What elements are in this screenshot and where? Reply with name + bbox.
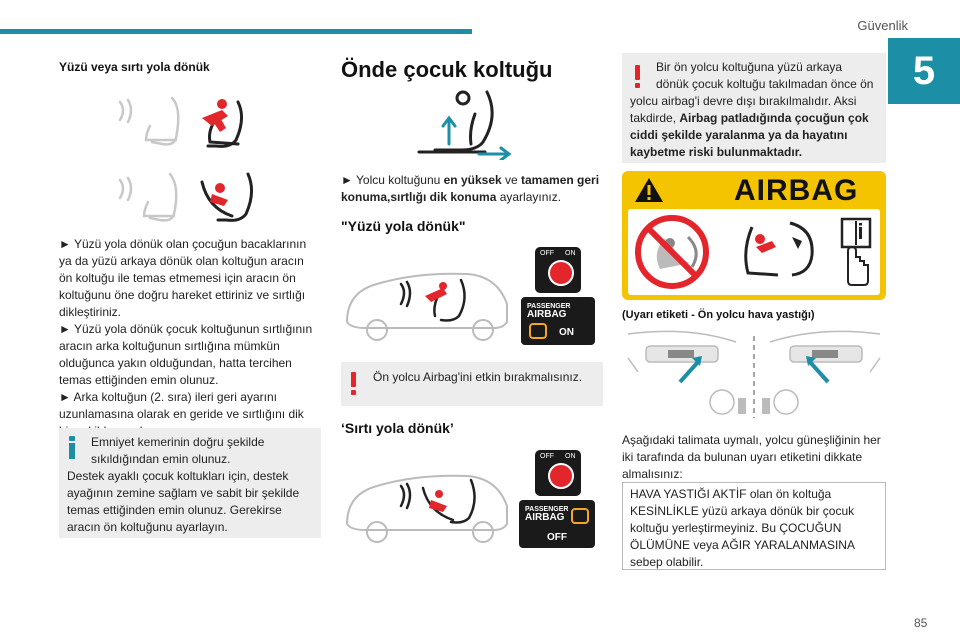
section-title: Güvenlik [857,18,908,33]
passenger-airbag-off-panel [519,500,595,548]
col1-body [59,236,329,440]
page-number: 85 [914,616,928,630]
seat-adjust-illustration [405,88,515,160]
instruction-bold: en yüksek [443,173,502,187]
manual-icon [838,217,874,289]
text-line: temas ettiğinden emin olunuz. [59,373,219,387]
panel-line2: AIRBAG [525,512,565,523]
note-line: temas ettiğinden emin olunuz. Gerekirse [67,503,282,517]
text-line: koltuğunu öne doğru hareket ettiriniz ve sırtlığı [59,288,306,302]
child-seat-icon [571,508,589,524]
note-line: sıkıldığından emin olunuz. [91,452,231,466]
panel-state: OFF [547,532,567,543]
warning-triangle-icon [634,177,664,203]
no-rear-facing-seat-icon [632,213,712,291]
switch-knob [548,463,574,489]
text-line: iki tarafında da bulunan uyarı etiketini dikkate [622,450,863,464]
airbag-switch-on [535,247,581,293]
quote-line: HAVA YASTIĞI AKTİF olan ön koltuğa [630,487,832,501]
info-note [59,428,321,538]
quote-line: koltuğu yerleştirmeyiniz. Bu ÇOCUĞUN [630,521,842,535]
note-line [630,127,878,144]
text-line: aracın arka koltuğunun sırtlığına mümkün [59,339,280,353]
rear-facing-heading: ‘Sırtı yola dönük’ [341,420,454,436]
col2-heading: Önde çocuk koltuğu [341,57,553,82]
switch-knob [548,260,574,286]
text-line: ya da yüzü arkaya dönük olan koltuğun aracın [59,254,304,268]
passenger-airbag-on-panel [521,297,595,345]
note-line: Emniyet kemerinin doğru şekilde [91,435,265,449]
switch-off-label: OFF [540,453,554,460]
car-forward-illustration [343,262,513,344]
note-line [630,144,878,161]
airbag-label-title: AIRBAG [734,174,859,207]
note-line: Bir ön yolcu koltuğuna yüzü arkaya [656,60,843,74]
note-line: dönük çocuk koltuğu takılmadan önce ön [656,77,874,91]
col2-instruction [341,172,607,206]
quote-line: sebep olabilir. [630,555,704,569]
text-line: dikleştiriniz. [59,305,122,319]
airbag-warning-label [622,171,886,300]
text-line: ► Yüzü yola dönük olan çocuğun bacaklarının [59,237,307,251]
airbag-switch-off [535,450,581,496]
note-bold: kaybetme riski bulunmaktadır. [630,145,803,159]
label-panel [628,209,880,295]
child-seat-icon [529,323,547,339]
note-line: aracın ön koltuğunu ayarlayın. [67,520,228,534]
seat-position-illustration [110,90,260,240]
note-bold: Airbag patladığında çocuğun çok [679,111,869,125]
warning-note-airbag-on [341,362,603,406]
switch-off-label: OFF [540,250,554,257]
sun-visor-illustration [622,328,886,422]
car-rear-illustration [343,464,513,546]
text-line: Aşağıdaki talimata uymalı, yolcu güneşliğinin her [622,433,881,447]
note-text: takdirde, [630,111,680,125]
instruction-text: ► Yolcu koltuğunu [341,173,444,187]
label-caption: (Uyarı etiketi - Ön yolcu hava yastığı) [622,309,815,321]
panel-line2: AIRBAG [527,309,567,320]
note-line: Ön yolcu Airbag'ini etkin bırakmalısınız. [373,370,583,384]
instruction-text: ve [501,173,522,187]
text-line: almalısınız: [622,467,683,481]
instruction-bold: konuma,sırtlığı dik konuma [341,190,497,204]
panel-state: ON [559,327,574,338]
col1-heading: Yüzü veya sırtı yola dönük [59,60,210,74]
switch-on-label: ON [565,453,576,460]
text-line: ► Yüzü yola dönük çocuk koltuğunun sırtlığının [59,322,313,336]
note-line [630,110,878,127]
text-line: olduğunca yakın olduğundan, hatta tercihen [59,356,292,370]
quote-line: ÖLÜMÜNE veya AĞIR YARALANMASINA [630,538,855,552]
switch-on-label: ON [565,250,576,257]
note-line: Destek ayaklı çocuk koltukları için, destek [67,469,289,483]
visor-label-quote [622,482,886,570]
forward-facing-heading: "Yüzü yola dönük" [341,218,466,234]
panel-line1: PASSENGER [527,303,571,310]
warning-note-rear-facing [622,53,886,163]
instruction-bold: tamamen geri [521,173,600,187]
note-bold: ciddi şekilde yaralanma ya da hayatını [630,128,848,142]
chapter-tab: 5 [888,38,960,104]
airbag-deploy-icon [732,217,822,287]
text-line: uzunlamasına olarak en geride ve sırtlığını dik [59,407,304,421]
text-line: ön koltuğu ile temas etmemesi için aracın ön [59,271,296,285]
note-line: ayağının zemine sağlam ve sabit bir şekilde [67,486,300,500]
instruction-text: ayarlayınız. [496,190,562,204]
note-line: yolcu airbag'i devre dışı bırakılmalıdır. Aksi [630,94,857,108]
info-icon [67,436,77,460]
panel-line1: PASSENGER [525,506,569,513]
header-accent-bar [0,29,472,34]
col3-instruction [622,432,888,483]
quote-line: KESİNLİKLE yüzü arkaya dönük bir çocuk [630,504,855,518]
text-line: ► Arka koltuğun (2. sıra) ileri geri ayarını [59,390,277,404]
